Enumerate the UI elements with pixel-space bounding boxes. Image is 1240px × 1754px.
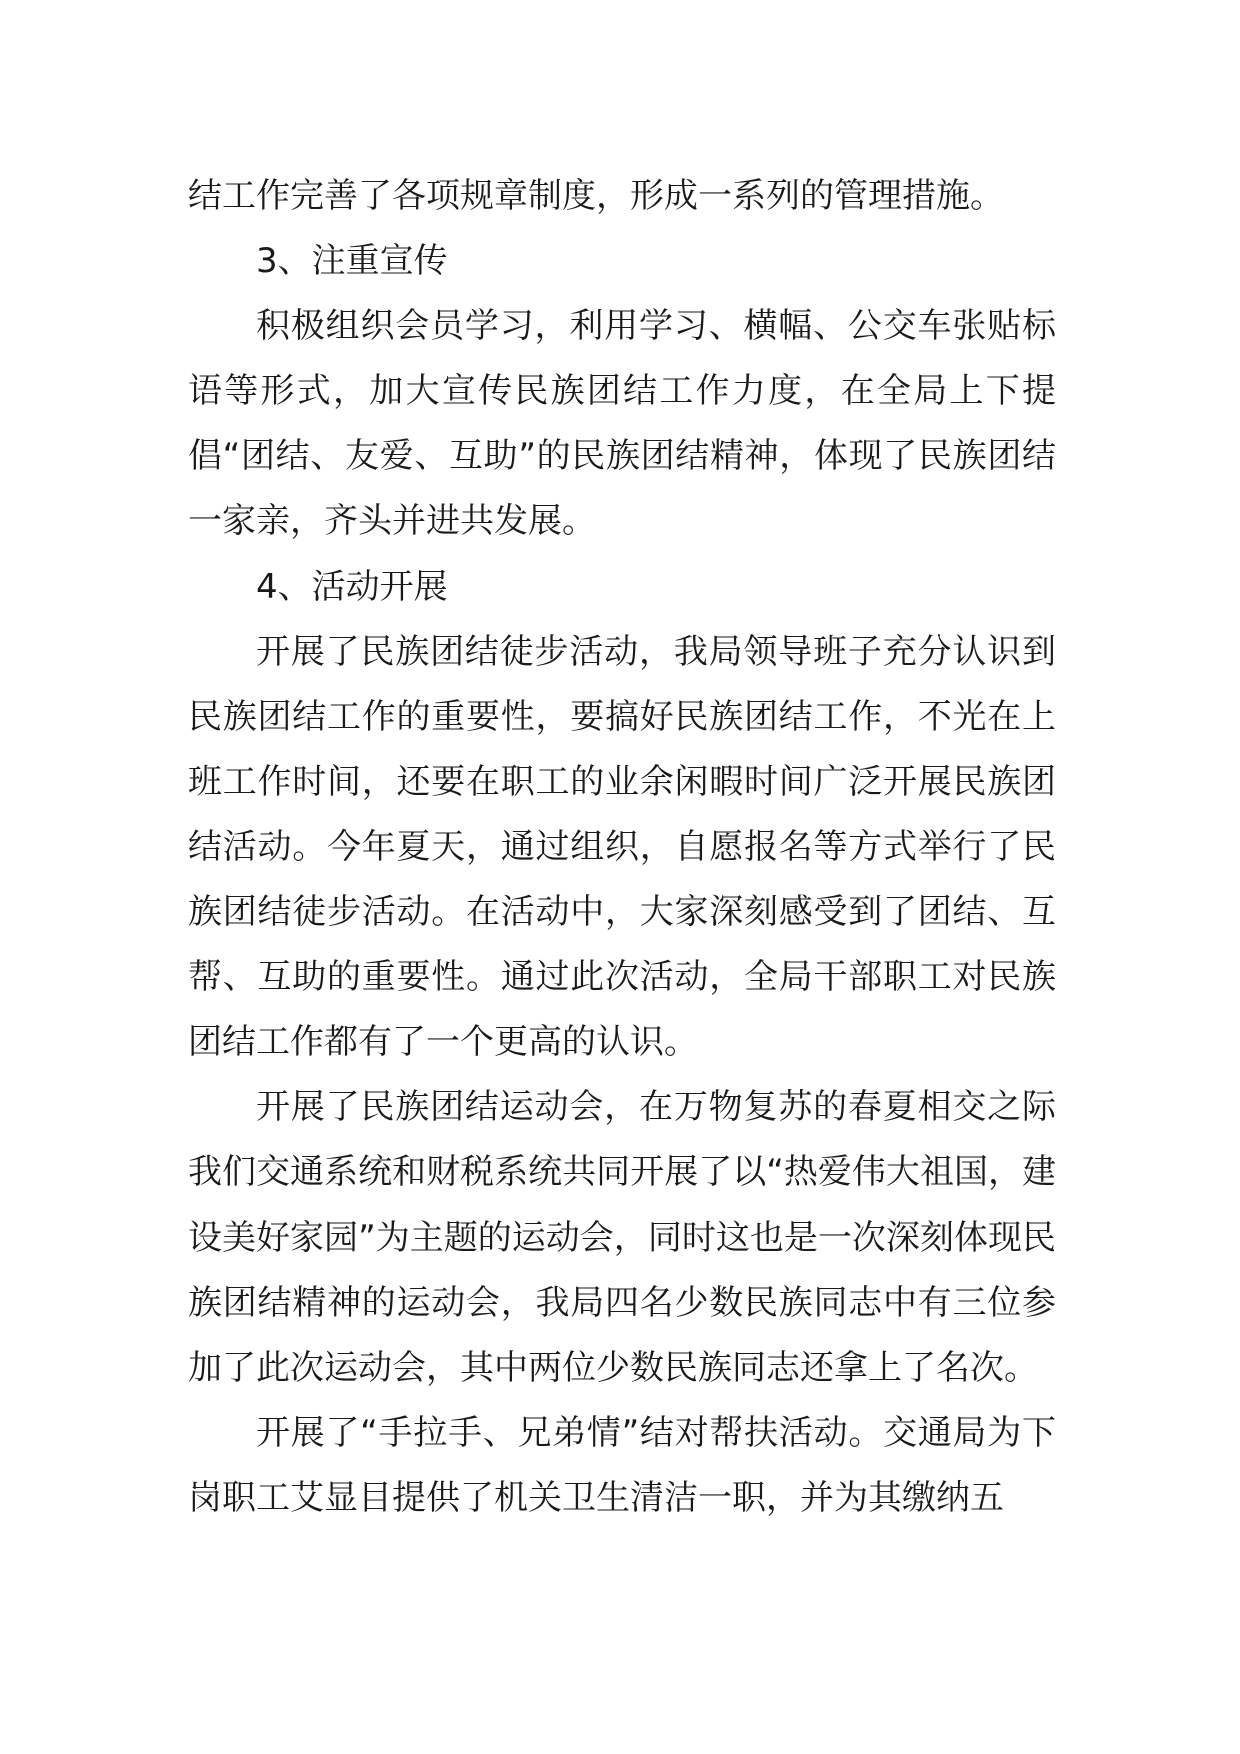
paragraph-pairing-assistance: 开展了“手拉手、兄弟情”结对帮扶活动。交通局为下岗职工艾显目提供了机关卫生清洁一职，并为其缴纳五	[188, 1412, 1056, 1518]
paragraph-continuation: 结工作完善了各项规章制度，形成一系列的管理措施。	[188, 176, 1004, 216]
paragraph-hiking-activity: 开展了民族团结徒步活动，我局领导班子充分认识到民族团结工作的重要性，要搞好民族团结工作，不光在上班工作时间，还要在职工的业余闲暇时间广泛开展民族团结活动。今年夏天，通过组织，自愿报名等方式举行了民族团结徒步活动。在活动中，大家深刻感受到了团结、互帮、互助的重要性。通过此次活动，全局干部职工对民族团结工作都有了一个更高的认识。	[188, 631, 1056, 1063]
paragraph-sports-meet: 开展了民族团结运动会，在万物复苏的春夏相交之际我们交通系统和财税系统共同开展了以“热爱伟大祖国，建设美好家园”为主题的运动会，同时这也是一次深刻体现民族团结精神的运动会，我局四名少数民族同志中有三位参加了此次运动会，其中两位少数民族同志还拿上了名次。	[188, 1087, 1056, 1388]
section-heading-activities: 4、活动开展	[256, 566, 448, 607]
section-heading-publicity: 3、注重宣传	[256, 241, 448, 282]
document-body	[188, 164, 1056, 1531]
paragraph-publicity: 积极组织会员学习，利用学习、横幅、公交车张贴标语等形式，加大宣传民族团结工作力度，在全局上下提倡“团结、友爱、互助”的民族团结精神，体现了民族团结一家亲，齐头并进共发展。	[188, 306, 1056, 542]
